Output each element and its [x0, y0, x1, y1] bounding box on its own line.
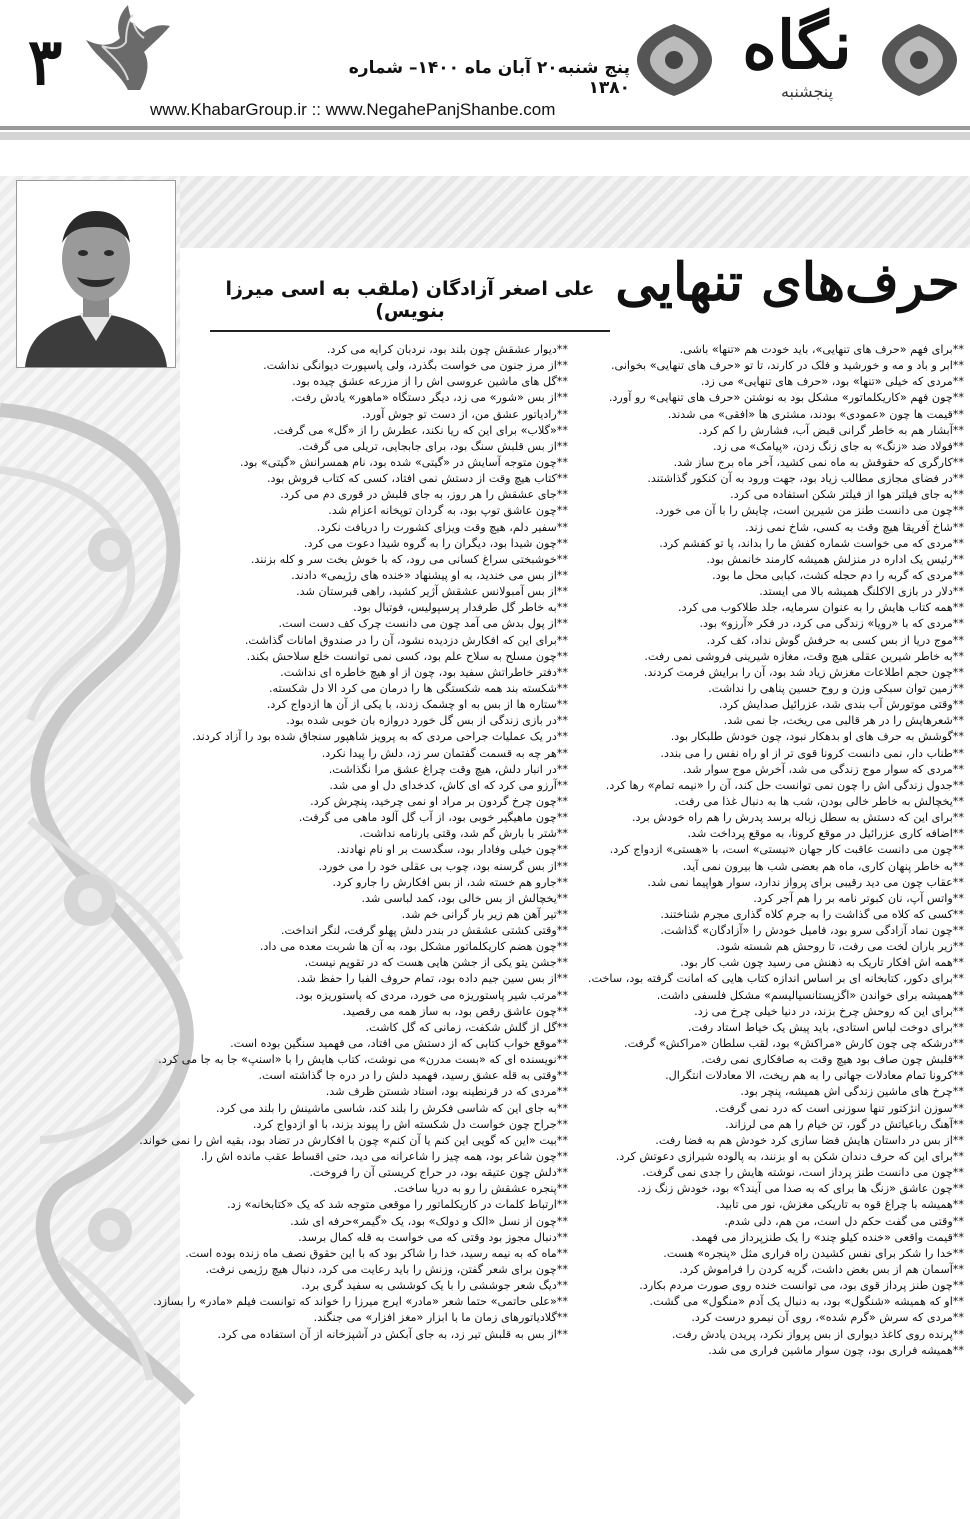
text-line: **ابر و باد و مه و خورشید و فلک در کارند، تا تو «حرف های تنهایی» بخوانی. [610, 359, 964, 373]
text-line: **عقاب چون می دید رقیبی برای پرواز ندارد، سوار هواپیما نمی شد. [647, 875, 964, 889]
text-line: **رئیس یک اداره در منزلش همیشه کارمند خانمش بود. [706, 552, 964, 566]
text-line: **شاخ آفریقا هیچ وقت به کسی، شاخ نمی زند. [745, 520, 964, 534]
text-line: **گل های ماشین عروسی اش را از مزرعه عشق چیده بود. [292, 375, 568, 389]
text-line: **چون متوجه آسایش در «گیتی» شده بود، نام همسرانش «گیتی» بود. [239, 455, 568, 469]
text-line: **از بس «شور» می زد، دیگر دستگاه «ماهور» یادش رفت. [291, 391, 568, 405]
article-column-right [587, 342, 964, 1359]
text-line: **به جای فیلتر هوا از فیلتر شکن استفاده می کرد. [730, 488, 964, 502]
text-line: **چون می دانست طنز من شیرین است، چایش را با آن می خورد. [655, 504, 964, 518]
text-line: **بیت «این که گویی این کنم یا آن کنم» چون با افکارش در تضاد بود، بقیه اش را نمی خواند. [139, 1133, 568, 1147]
text-line: **چون می دانست طنز پرداز است، نوشته هایش را جدی نمی گرفت. [642, 1166, 964, 1180]
text-line: **از بس سین جیم داده بود، تمام حروف الفبا را حفظ شد. [296, 972, 568, 986]
header-divider [0, 132, 970, 140]
text-line: **چون خیلی وفادار بود، سگدست بر او نام نهادند. [336, 843, 568, 857]
article-title: حرف‌های تنهایی [615, 252, 960, 313]
text-line: **شتر با بارش گم شد، وقتی بارنامه نداشت. [359, 827, 568, 841]
text-line: **«گلاب» برای این که ریا نکند، عطرش را از «گل» می گرفت. [273, 423, 568, 437]
text-line: **قیمت واقعی «خنده کیلو چند» را یک طنزپرداز می فهمد. [691, 1230, 964, 1244]
text-line: **برای فهم «حرف های تنهایی»، باید خودت هم «تنها» باشی. [679, 343, 964, 356]
text-line: **دیوار عشقش چون بلند بود، نردبان کرایه می کرد. [326, 343, 568, 356]
text-line: **در فضای مجازی مطالب زیاد بود، جهت ورود به آن کنکور گذاشتند. [647, 472, 964, 486]
text-line: **قلبش چون صاف بود هیچ وقت به صافکاری نمی رفت. [701, 1053, 964, 1067]
text-line: **در انبار دلش، هیچ وقت چراغ عشق مرا نگذاشت. [328, 762, 568, 776]
masthead [0, 0, 970, 140]
phoenix-icon [78, 0, 178, 100]
text-line: **آسمان هم از بس بغض داشت، گریه کردن را فراموش کرد. [679, 1263, 964, 1277]
text-line: **او که همیشه «شنگول» بود، به دنبال یک آدم «منگول» می گشت. [649, 1295, 964, 1309]
text-line: **از بس آمبولانس عشقش آژیر کشید، راهی قبرستان شد. [296, 585, 568, 599]
text-line: **شکسته بند همه شکستگی ها را درمان می کرد الا دل شکسته. [268, 681, 568, 695]
text-line: **چرخ های ماشین زندگی اش همیشه، پنچر بود. [740, 1085, 964, 1099]
text-line: **به خاطر گل طرفدار پرسپولیس، فوتبال بود. [353, 601, 568, 615]
newspaper-brand [632, 2, 962, 114]
text-line: **وقتی کشتی عشقش در بندر دلش پهلو گرفت، لنگر انداخت. [280, 924, 568, 938]
text-line: **مردی که در قرنطینه بود، استاد شستن ظرف شد. [325, 1085, 568, 1099]
text-line: **چون چرخ گردون بر مراد او نمی چرخید، پنچرش کرد. [310, 794, 568, 808]
text-line: **یخچالش از بس خالی بود، کمد لباسی شد. [361, 891, 568, 905]
text-line: **چون طنز پرداز قوی بود، می توانست خنده روی صورت مردم بکارد. [639, 1279, 964, 1293]
text-line: **کارگری که حقوقش به ماه نمی کشید، آخر ماه برج ساز شد. [673, 455, 964, 469]
text-line: **مردی که گربه را دم حجله کشت، کبابی محل ما بود. [712, 568, 964, 582]
text-line: **زمین توان سبکی وزن و روح حسین پناهی را نداشت. [708, 681, 964, 695]
text-line: **موج دریا از بس کسی به حرفش گوش نداد، کف کرد. [706, 633, 964, 647]
text-line: **طناب دار، نمی دانست کرونا قوی تر از او راه نفس را می بندد. [660, 746, 964, 760]
text-line: **رادیاتور عشق من، از دست تو جوش آورد. [361, 407, 568, 421]
text-line: **همیشه فراری بود، چون سوار ماشین فراری می شد. [708, 1343, 964, 1357]
text-line: **آرزو می کرد که ای کاش، کدخدای دل او می شد. [329, 778, 568, 792]
text-line: **به خاطر شیرین عقلی هیچ وقت، مغازه شیرینی فروشی نمی رفت. [644, 649, 964, 663]
brand-title: نگاه [742, 6, 852, 84]
text-line: **همیشه برای خواندن «اگزیستانسیالیسم» مشکل فلسفی داشت. [656, 988, 964, 1002]
text-line: **چون از نسل «الک و دولک» بود، یک «گیمر»حرفه ای شد. [290, 1214, 568, 1228]
ornament-icon [877, 20, 962, 100]
text-line: **به خاطر پنهان کاری، ماه هم بعضی شب ها بیرون نمی آید. [682, 859, 964, 873]
website-links[interactable]: www.KhabarGroup.ir :: www.NegahePanjShanbe.com [150, 100, 556, 119]
text-line: **از بس قلبش سنگ بود، برای جابجایی، تریلی می گرفت. [298, 439, 568, 453]
text-line: **از بس در داستان هایش فضا سازی کرد خودش هم به فضا رفت. [655, 1133, 964, 1147]
text-line: **چون عاشق «زنگ ها برای که به صدا می آیند؟» بود، خودش زنگ زد. [637, 1182, 964, 1196]
text-line: **مرتب شیر پاستوریزه می خورد، مردی که پاستوریزه بود. [295, 988, 568, 1002]
text-line: **وقتی می گفت حکم دل است، من هم، دلی شدم. [724, 1214, 964, 1228]
text-line: **مردی که سوار موج زندگی می شد، آخرش موج سوار شد. [682, 762, 964, 776]
text-line: **از بس می خندید، به او پیشنهاد «خنده های رژیمی» دادند. [291, 568, 568, 582]
text-line: **چون می دانست عاقبت کار جهان «نیستی» است، با «هستی» ازدواج کرد. [609, 843, 964, 857]
text-line: **«علی حاتمی» حتما شعر «مادر» ایرج میرزا را خواند که توانست فیلم «مادر» را بسازد. [153, 1295, 568, 1309]
author-portrait-icon [17, 181, 175, 367]
text-line: **وقتی به قله عشق رسید، فهمید دلش را در دره جا گذاشته است. [258, 1069, 568, 1083]
text-line: **چون برای شعر گفتن، وزنش را باید رعایت می کرد، دنبال هیچ رژیمی نرفت. [205, 1263, 568, 1277]
text-line: **کرونا تمام معادلات جهانی را به هم ریخت، الا معادلات انتگرال. [665, 1069, 964, 1083]
text-line: **از بس به قلبش تیر زد، به جای آبکش در آشپزخانه از آن استفاده می کرد. [217, 1327, 568, 1341]
text-line: **همه اش افکار تاریک به ذهنش می رسید چون شب کار بود. [680, 956, 964, 970]
text-line: **خوشبختی سراغ کسانی می رود، که با خوش بخت سر و کله بزنند. [250, 552, 568, 566]
text-line: **جدول زندگی اش را چون نمی توانست حل کند، آن را «نیمه تمام» رها کرد. [605, 778, 964, 792]
text-line: **فولاد ضد «زنگ» به جای زنگ زدن، «پیامک» می زد. [712, 439, 964, 453]
issue-date-line: پنج شنبه۲۰ آبان ماه ۱۴۰۰– شماره ۱۳۸۰ [348, 58, 630, 98]
header-divider [0, 126, 970, 130]
text-line: **گل از گلش شکفت، زمانی که گل کاشت. [365, 1020, 568, 1034]
text-line: **چون فهم «کاریکلماتور» مشکل بود به نوشتن «حرف های تنهایی» رو آورد. [608, 391, 964, 405]
brand-subtitle: پنجشنبه [780, 82, 834, 101]
text-line: **چون مسلح به سلاح علم بود، کسی نمی توانست خلع سلاحش بکند. [246, 649, 568, 663]
text-line: **دفتر خاطراتش سفید بود، چون از او هیچ خاطره ای نداشت. [280, 665, 568, 679]
text-line: **سوزن انژکتور تنها سوزنی است که درد نمی گرفت. [714, 1101, 964, 1115]
text-line: **برای این که روحش چرخ بزند، در دنیا خیلی چرخ می زد. [694, 1004, 964, 1018]
text-line: **سفیر دلم، هیچ وقت ویزای کشورت را دریافت نکرد. [316, 520, 568, 534]
text-line: **کسی که کلاه می گذاشت را به جرم کلاه گذاری مجرم شناختند. [660, 907, 964, 921]
text-line: **هر چه به قسمت گفتمان سر زد، دلش را پیدا نکرد. [321, 746, 568, 760]
text-line: **مردی که با «رویا» زندگی می کرد، در فکر «آرزو» بود. [699, 617, 964, 631]
text-line: **در بازی زندگی از بس گل خورد دروازه بان خوبی شده بود. [286, 714, 568, 728]
text-line: **دنبال مجوز بود وقتی که می خواست به قله کمال برسد. [298, 1230, 568, 1244]
text-line: **از بس گرسنه بود، چوب بی عقلی خود را می خورد. [318, 859, 568, 873]
text-line: **درشکه چی چون کارش «مراکش» بود، لقب سلطان «مراکش» گرفت. [624, 1037, 964, 1051]
text-line: **چون عاشق توپ بود، به گردان توپخانه اعزام شد. [328, 504, 568, 518]
text-line: **جراح چون خواست دل شکسته اش را پیوند بزند، با او ازدواج کرد. [252, 1117, 568, 1131]
text-line: **جشن یتو یکی از جشن هایی هست که در تقویم نیست. [304, 956, 568, 970]
text-line: **برای دوخت لباس استادی، باید پیش یک خیاط استاد رفت. [687, 1020, 964, 1034]
text-line: **دیگ شعر جوششی را با یک کوششی به سفید گری برد. [301, 1279, 568, 1293]
text-line: **موقع خواب کتابی که از دستش می افتاد، می فهمید سنگین بوده است. [230, 1037, 568, 1051]
text-line: **چون حجم اطلاعات مغزش زیاد شد بود، آن را برایش فرمت کردند. [643, 665, 964, 679]
text-line: **از پول بدش می آمد چون می دانست چرک کف دست است. [278, 617, 568, 631]
text-line: **آهنگ رباعیاتش در گور، تن خیام را هم می لرزاند. [725, 1117, 964, 1131]
text-line: **برای این که افکارش دزدیده نشود، آن را در صندوق امانات گذاشت. [244, 633, 568, 647]
text-line: **گلادیاتورهای زمان ما با ابزار «مغز افزار» می جنگند. [313, 1311, 568, 1325]
text-line: **جای عشقش را هر روز، به جای قلبش در قوری دم می کرد. [280, 488, 568, 502]
text-line: **قیمت ها چون «عمودی» بودند، مشتری ها «افقی» می شدند. [667, 407, 964, 421]
text-line: **برای این که حرف دندان شکن به او بزنند، به پالوده شیرازی دعوتش کرد. [615, 1150, 964, 1164]
ornament-icon [632, 20, 717, 100]
text-line: **وقتی موتورش آب بندی شد، عزرائیل صدایش کرد. [718, 698, 964, 712]
text-line: **واتس آپ، نان کبوتر نامه بر را هم آجر کرد. [753, 891, 964, 905]
text-line: **از مرز جنون می خواست بگذرد، ولی پاسپورت دیوانگی نداشت. [263, 359, 568, 373]
text-line: **نویسنده ای که «بست مدرن» می نوشت، کتاب هایش را با «اسنپ» جا به جا می کرد. [158, 1053, 568, 1067]
text-line: **چون شاعر بود، همه چیز را شاعرانه می دید، حتی اقساط عقب مانده اش را. [200, 1150, 568, 1164]
text-line: **چون هضم کاریکلماتور مشکل بود، به آن ها شربت معده می داد. [259, 940, 568, 954]
text-line: **چون شیدا بود، دیگران را به گروه شیدا دعوت می کرد. [303, 536, 568, 550]
text-line: **مردی که خیلی «تنها» بود، «حرف های تنهایی» می زد. [700, 375, 964, 389]
title-band [180, 176, 970, 248]
text-line: **اضافه کاری عزرائیل در موقع کرونا، به موقع پرداخت شد. [687, 827, 964, 841]
text-line: **به جای این که شاسی فکرش را بلند کند، شاسی ماشینش را بلند می کرد. [215, 1101, 568, 1115]
page-number: ۳ [27, 25, 63, 100]
text-line: **برای این که دستش به سطل زباله برسد پدرش را هم راه خودش برد. [631, 811, 964, 825]
text-line: **چون نماد آزادگی سرو بود، فامیل خودش را «آزادگان» گذاشت. [660, 924, 964, 938]
text-line: **در یک عملیات جراحی مردی که به پرویز شاهپور سنجاق شده بود را آزاد کردند. [192, 730, 568, 744]
text-line: **همیشه با چراغ قوه به تاریکی مغزش، نور می تابید. [716, 1198, 964, 1212]
text-line: **زیر باران لخت می رفت، تا روحش هم شسته شود. [716, 940, 964, 954]
text-line: **ماه که به نیمه رسید، خدا را شاکر بود که با این حقوق نصف ماه زنده بوده است. [185, 1246, 568, 1260]
text-line: **پرنده روی کاغذ دیواری از بس پرواز نکرد، پریدن یادش رفت. [671, 1327, 964, 1341]
text-line: **پنجره عشقش را رو به دریا ساخت. [393, 1182, 568, 1196]
text-line: **مردی که می خواست شماره کفش ما را بداند، پا تو کفشم کرد. [659, 536, 964, 550]
text-line: **ستاره ها از بس به او چشمک زدند، با یکی از آن ها ازدواج کرد. [266, 698, 568, 712]
text-line: **چون عاشق رقص بود، به ساز همه می رقصید. [342, 1004, 568, 1018]
text-line: **ارتباط کلمات در کاریکلماتور را موقعی متوجه شد که یک «کتابخانه» زد. [227, 1198, 568, 1212]
text-line: **یخچالش به خاطر خالی بودن، شب ها به دنبال غذا می رفت. [674, 794, 964, 808]
text-line: **شعرهایش را در هر قالبی می ریخت، جا نمی شد. [723, 714, 964, 728]
article-byline: علی اصغر آزادگان (ملقب به اسی میرزا بنویس) [210, 278, 610, 332]
text-line: **دلش چون عتیقه بود، در حراج کریستی آن را فروخت. [309, 1166, 568, 1180]
text-line: **گوشش به حرف های او بدهکار نبود، چون خودش طلبکار بود. [670, 730, 964, 744]
text-line: **دلار در بازی الاکلنگ همیشه بالا می ایستد. [759, 585, 964, 599]
text-line: **جارو هم خسته شد، از بس افکارش را جارو کرد. [332, 875, 568, 889]
text-line: **خدا را شکر برای نفس کشیدن راه فراری مثل «پنجره» هست. [663, 1246, 964, 1260]
article-column-left [139, 342, 568, 1343]
text-line: **چون ماهیگیر خوبی بود، از آب گل آلود ماهی می گرفت. [298, 811, 568, 825]
text-line: **آبشار هم به خاطر گرانی قبض آب، فشارش را کم کرد. [698, 423, 964, 437]
text-line: **مردی که سرش «گرم شده»، روی آن نیمرو درست کرد. [691, 1311, 964, 1325]
text-line: **کتاب هیچ وقت از دستش نمی افتاد، کسی که کتاب فروش بود. [266, 472, 568, 486]
text-line: **تیر آهن هم زیر بار گرانی خم شد. [401, 907, 568, 921]
text-line: **همه کتاب هایش را به عنوان سرمایه، جلد طلاکوب می کرد. [678, 601, 964, 615]
text-line: **برای دکور، کتابخانه ای بر اساس اندازه کتاب هایی که امانت گرفته بود، ساخت. [587, 972, 964, 986]
author-photo [16, 180, 176, 368]
